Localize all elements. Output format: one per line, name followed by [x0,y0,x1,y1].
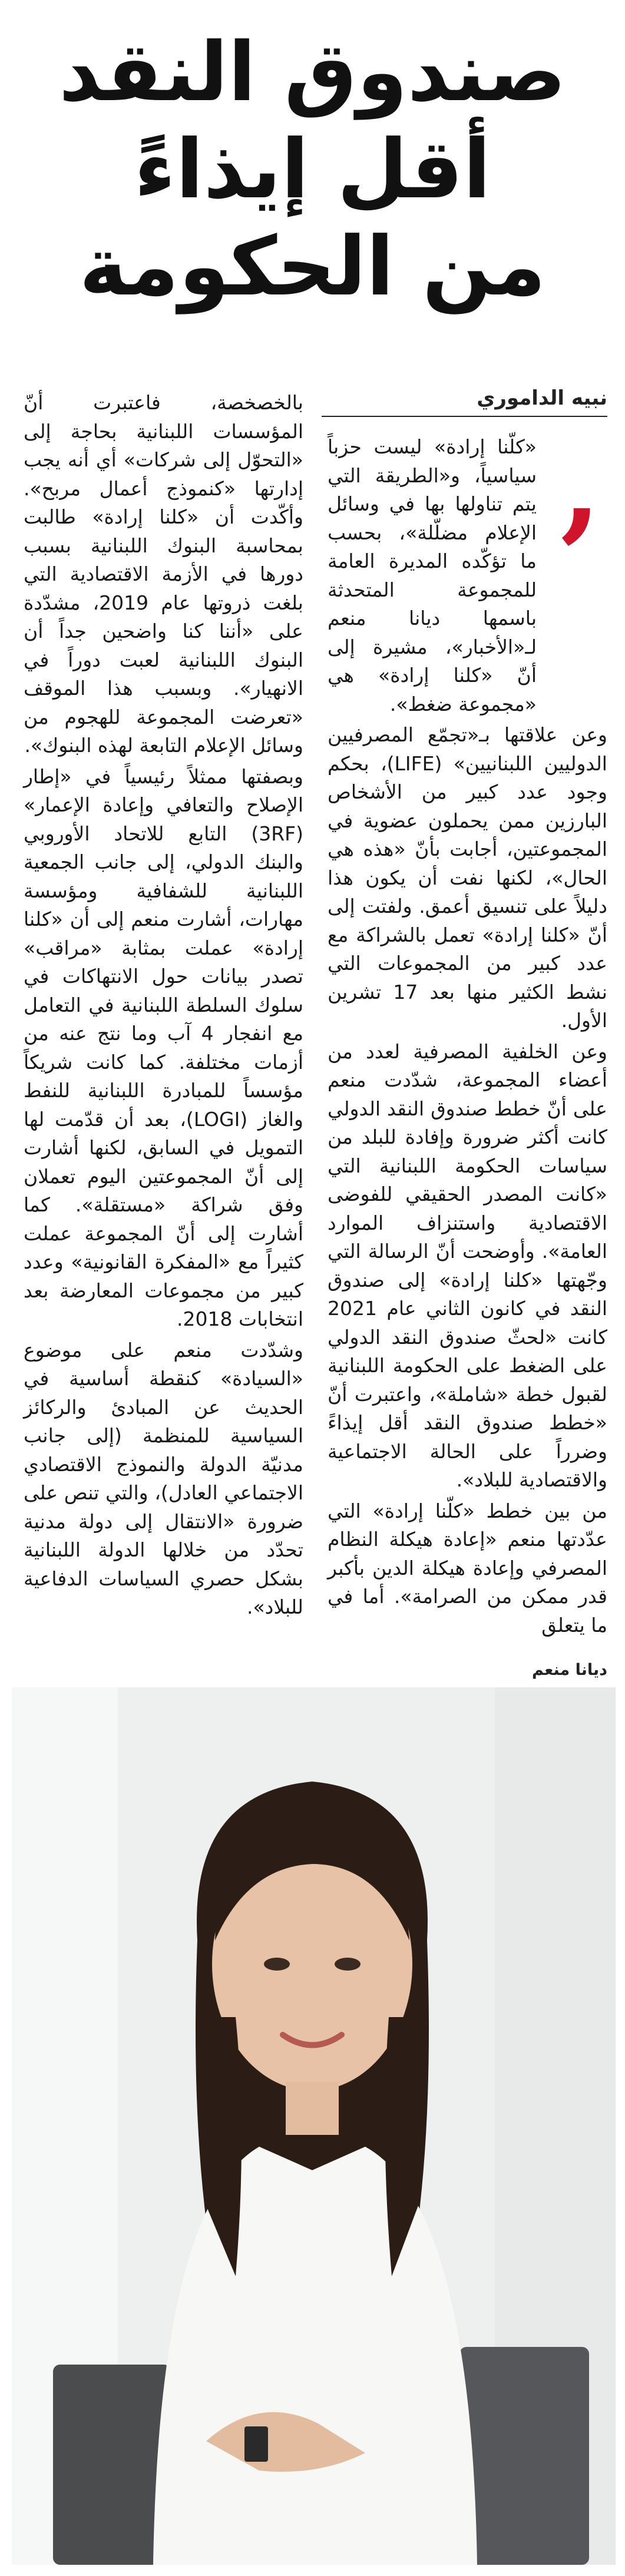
headline-line-2: أقل إيذاءً [134,122,491,217]
headline-line-1: صندوق النقد [58,25,567,120]
headline-line-3: من الحكومة [79,219,546,314]
paragraph: وعن الخلفية المصرفية لعدد من أعضاء المجموعة، شدّدت منعم على أنّ خطط صندوق النقد الدولي كانت أكثر ضرورة وإفادة للبلد من سياسات الحكومة اللبنانية التي «كانت المصدر الحقيقي للفوضى الاقتصادية واستنزاف الموارد العامة». وأوضحت أنّ الرسالة التي وجّهتها «كلنا إرادة» إلى صندوق النقد في كانون الثاني عام 2021 كانت «لحثّ صندوق النقد الدولي على الضغط على الحكومة اللبنانية لقبول خطة «شاملة»، واعتبرت أنّ «خطط صندوق النقد أقل إيذاءً وضرراً على الحالة الاجتماعية والاقتصادية للبلاد». [328,1039,607,1491]
byline: نبيه الداموري [477,386,607,410]
paragraph: من بين خطط «كلّنا إرادة» التي عدّدتها منعم «إعادة هيكلة النظام المصرفي وإعادة هيكلة الدين بأكبر قدر ممكن من الصرامة». أما في ما يتعلق [328,1499,607,1637]
paragraph: بالخصخصة، فاعتبرت أنّ المؤسسات اللبنانية بحاجة إلى «التحوّل إلى شركات» أي أنه يجب إدارتها «كنموذج أعمال مربح». وأكّدت أن «كلنا إرادة» طالبت بمحاسبة البنوك اللبنانية بسبب دورها في الأزمة الاقتصادية التي بلغت ذروتها عام 2019، مشدّدة على «أننا كنا واضحين جداً أن البنوك اللبنانية لعبت دوراً في الانهيار». وبسبب هذا الموقف «تعرضت المجموعة للهجوم من وسائل الإعلام التابعة لهذه البنوك». [24,391,303,757]
headline [0,24,625,330]
article-column-left [24,389,303,1624]
paragraph: وعن علاقتها بـ«تجمّع المصرفيين الدوليين اللبنانيين» (LIFE)، بحكم وجود عدد كبير من الأشخاص البارزين ممن يحملون عضوية في المجموعتين، أجابت بأنّ «هذه هي الحال»، لكنها نفت أن يكون هذا دليلاً على تنسيق أعمق. ولفتت إلى أنّ «كلنا إرادة» تعمل بالشراكة مع عدد كبير من المجموعات التي نشط الكثير منها بعد 17 تشرين الأول. [328,723,607,1032]
photo-caption: ديانا منعم [532,1661,607,1679]
quote-mark-icon: , [560,416,601,555]
paragraph: وبصفتها ممثلاً رئيسياً في «إطار الإصلاح والتعافي وإعادة الإعمار» (3RF) التابع للاتحاد الأوروبي والبنك الدولي، إلى جانب الجمعية اللبنانية للشفافية ومؤسسة مهارات، أشارت منعم إلى أن «كلنا إرادة» عملت بمثابة «مراقب» تصدر بيانات حول الانتهاكات في سلوك السلطة اللبنانية في التعامل مع انفجار 4 آب وما نتج عنه من أزمات مختلفة. كما كانت شريكاً مؤسساً للمبادرة اللبنانية للنفط والغاز (LOGI)، بعد أن قدّمت لها التمويل في السابق، لكنها أشارت إلى أنّ المجموعتين اليوم تعملان وفق شراكة «مستقلة». كما أشارت إلى أنّ المجموعة عملت كثيراً مع «المفكرة القانونية» وعدد كبير من مجموعات المعارضة بعد انتخابات 2018. [24,764,303,1330]
portrait-illustration [12,1687,616,2565]
portrait-photo [12,1687,616,2565]
paragraph-lead: «كلّنا إرادة» ليست حزباً سياسياً، و«الطريقة التي يتم تناولها بها في وسائل الإعلام مضلّلة»، بحسب ما تؤكّده المديرة العامة للمجموعة المتحدثة باسمها ديانا منعم لـ«الأخبار»، مشيرة إلى أنّ «كلنا إرادة» هي «مجموعة ضغط». [328,435,537,716]
article-column-right [328,433,607,1642]
paragraph: وشدّدت منعم على موضوع «السيادة» كنقطة أساسية في الحديث عن المبادئ والركائز السياسية للمنظمة (إلى جانب مدنيّة الدولة والنموذج الاقتصادي الاجتماعي العادل)، والتي تنص على ضرورة «الانتقال إلى دولة مدنية تحدّد من خلالها الدولة اللبنانية بشكل حصري السياسات الدفاعية للبلاد». [24,1338,303,1618]
